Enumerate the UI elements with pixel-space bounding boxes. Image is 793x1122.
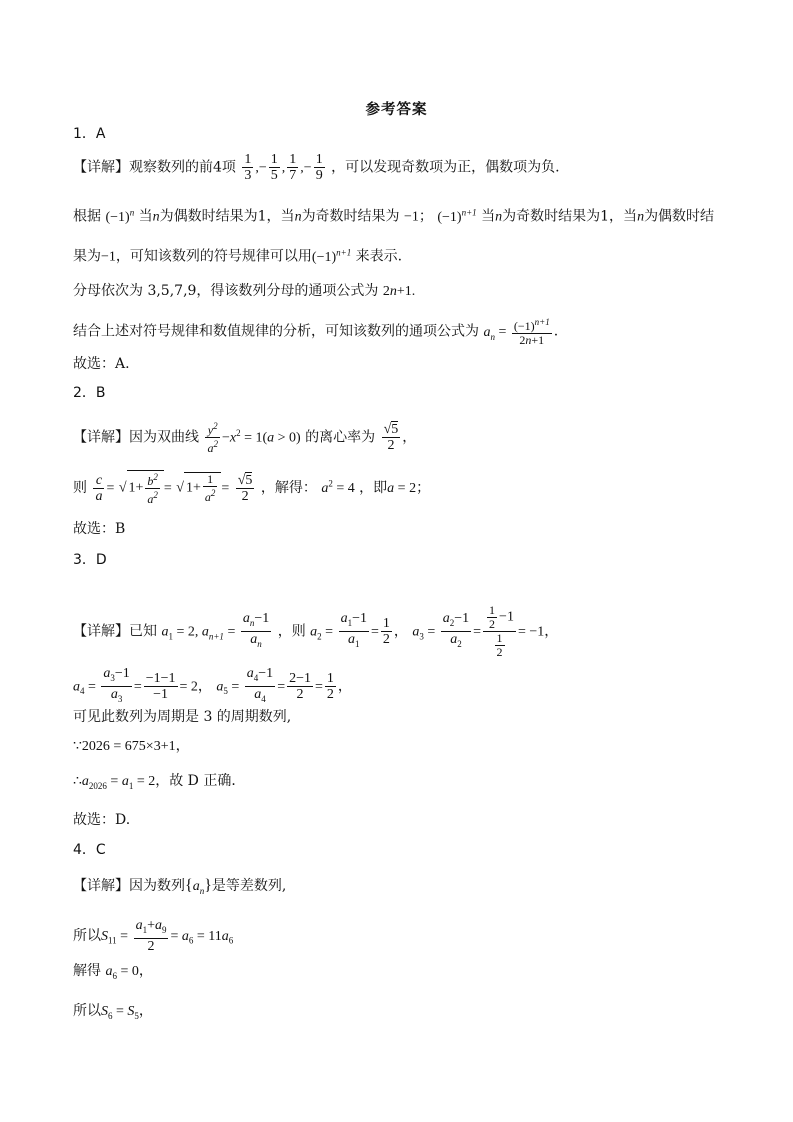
q4-l2-text-a: 所以 (73, 927, 101, 944)
q2-line1: 【详解】因为双曲线 $\frac{y^2}{a^2}$ $-x^2 = 1(a > 0)$ 的离心率为 $\frac{√5}{2}$ ， (73, 421, 417, 455)
formula-neg1-pow-n1: $(-1)^{n+1}$ (437, 207, 477, 225)
frac-1-3: $\frac{1}{3}$ (244, 152, 252, 183)
q3-l1-text-a: 【详解】已知 (73, 623, 157, 640)
q4-l4-text-a: 所以 (73, 1003, 101, 1019)
q1-l2-text-e: ； (418, 208, 433, 225)
q1-l2-text-h: 为偶数时结 (644, 208, 715, 225)
frac-a3-nested: $\frac{1}{2}$ −1 $\frac{1}{2}$ (483, 604, 516, 659)
frac-s11: $\frac{a_1+a_9}{2}$ (135, 918, 167, 954)
q1-l4-text: 分母依次为 3,5,7,9，得该数列分母的通项公式为 (73, 283, 379, 299)
q1-number: 1．A (73, 126, 106, 142)
q1-l2-text-f: 当 (481, 208, 496, 225)
q3-line2: $a_4$ = $\frac{a_3-1}{a_3}$ = $\frac{-1-1}{-1}$ = 2， $a_5$ = $\frac{a_4-1}{a_4}$ = $\frac{2-1}{2}$ = $\frac{1}{2}$ ， (73, 666, 352, 707)
q4-line4: 所以$S_6 = S_5$， (73, 1003, 153, 1021)
q1-l3-text-b: ，可知该数列的符号规律可以用 (115, 248, 312, 265)
q1-l1-text-b: ，可以发现奇数项为正，偶数项为负. (331, 159, 560, 176)
q1-line1: 【详解】观察数列的前4项 $\frac{1}{3}$ ,− $\frac{1}{5}$ , $\frac{1}{7}$ ,− $\frac{1}{9}$ ，可以发现奇数项为正，偶数项为负. (73, 152, 560, 183)
q1-l2-text-a: 根据 (73, 208, 101, 225)
q3-l1-text-b: ，则 (277, 623, 306, 640)
q1-l3-text-c: 来表示. (355, 248, 403, 265)
frac-a5-result: $\frac{1}{2}$ (326, 670, 334, 702)
frac-a2: $\frac{a_1-1}{a_1}$ (340, 611, 367, 649)
q1-line5: 结合上述对符号规律和数值规律的分析，可知该数列的通项公式为 $a_n$ = $\frac{(-1)^{n+1}}{2n+1}$ . (73, 317, 559, 347)
q2-number: 2．B (73, 385, 106, 401)
q3-l5-text-a: ∴ (73, 773, 82, 789)
q2-l2-text-a: 则 (73, 480, 87, 496)
frac-a4: $\frac{a_3-1}{a_3}$ (103, 666, 130, 704)
frac-a5: $\frac{a_4-1}{a_4}$ (246, 666, 274, 704)
q1-line3: 果为−1，可知该数列的符号规律可以用$(-1)^{n+1}$ 来表示. (73, 247, 403, 265)
frac-recursion: $\frac{a_n-1}{a_n}$ (242, 611, 270, 649)
q2-l2-text-b: ，解得： (260, 480, 317, 496)
q3-line1: 【详解】已知 $a_1 = 2$, $a_{n+1}$ = $\frac{a_n-1}{a_n}$ ，则 $a_2$ = $\frac{a_1-1}{a_1}$ = $\frac{1}{2}$ ， $a_3$ = $\frac{a_2-1}{a_2}$ = $\frac{1}{2}$ −1 $\frac{1}{2}$ = −1， (73, 603, 559, 659)
frac-general-term: $\frac{(-1)^{n+1}}{2n+1}$ (513, 317, 550, 347)
frac-a2-value: $\frac{1}{2}$ (382, 616, 390, 647)
q1-line2: 根据 $(-1)^n$ 当n为偶数时结果为1，当n为奇数时结果为 −1； $(-1)^{n+1}$ 当n为奇数时结果为1，当n为偶数时结 (73, 207, 715, 225)
q1-l1-text-a: 【详解】观察数列的前4项 (73, 159, 236, 176)
q1-l5-text: 结合上述对符号规律和数值规律的分析，可知该数列的通项公式为 (73, 323, 479, 340)
frac-a3: $\frac{a_2-1}{a_2}$ (442, 611, 470, 649)
frac-1-5: $\frac{1}{5}$ (270, 152, 278, 183)
q1-line4: 分母依次为 3,5,7,9，得该数列分母的通项公式为 2n+1. (73, 283, 416, 299)
q3-line4: ∵2026 = 675×3+1， (73, 739, 190, 754)
q2-l2-text-c: ，即 (359, 480, 388, 496)
q1-l2-text-c: 为偶数时结果为1，当 (159, 208, 295, 225)
q1-l3-text-a: 果为 (73, 248, 101, 265)
frac-c-a: $\frac{c}{a}$ (95, 472, 103, 504)
q1-l2-text-g: 为奇数时结果为1，当 (502, 208, 638, 225)
frac-sqrt5-2-b: $\frac{√5}{2}$ (237, 472, 253, 504)
sqrt-1-1-a2: √ 1+ $\frac{1}{a^2}$ (176, 472, 221, 504)
q4-l1-text-a: 【详解】因为数列 (73, 878, 185, 894)
frac-1-7: $\frac{1}{7}$ (289, 152, 297, 183)
q4-l3-text-a: 解得 (73, 963, 101, 979)
q3-number: 3．D (73, 552, 107, 568)
frac-a5-value: $\frac{2-1}{2}$ (289, 670, 311, 702)
q1-line6: 故选：A. (73, 356, 130, 372)
q3-l5-text-b: ，故 D 正确． (155, 773, 246, 789)
q4-line3: 解得 $a_6 = 0$， (73, 963, 153, 981)
frac-sqrt5-2: $\frac{√5}{2}$ (383, 422, 399, 453)
q3-line6: 故选：D. (73, 812, 131, 828)
sqrt-1-b2-a2: √ 1+ $\frac{b^2}{a^2}$ (119, 470, 164, 506)
q1-l2-text-b: 当 (138, 208, 153, 225)
q3-line3: 可见此数列为周期是 3 的周期数列, (73, 709, 292, 725)
q3-line5: $\therefore a_{2026} = a_1 = 2$，故 D 正确． (73, 773, 246, 791)
q3-sep: ， (197, 678, 212, 695)
q2-line3: 故选：B (73, 521, 126, 537)
frac-a4-value: $\frac{-1-1}{-1}$ (145, 670, 176, 702)
q4-l1-text-b: 是等差数列, (211, 878, 287, 894)
q2-l1-text-a: 【详解】因为双曲线 (73, 429, 199, 446)
frac-1-9: $\frac{1}{9}$ (315, 152, 323, 183)
q1-l2-text-d: 为奇数时结果为 (301, 208, 400, 225)
q2-l1-text-b: 的离心率为 (305, 429, 376, 446)
q2-line2: 则 $\frac{c}{a}$ = √ 1+ $\frac{b^2}{a^2}$ = √ 1+ $\frac{1}{a^2}$ = $\frac{√5}{2}$ ，解得： $a^2 = 4$ ，即a = 2； (73, 472, 431, 506)
q4-line2: 所以$S_{11}$ = $\frac{a_1+a_9}{2}$ = $a_6 = 11a_6$ (73, 918, 234, 954)
frac-y2-a2: $\frac{y^2}{a^2}$ (207, 421, 218, 455)
page-title: 参考答案 (365, 101, 428, 118)
formula-neg1-pow-n: $(-1)^n$ (105, 207, 135, 225)
q4-line1: 【详解】因为数列$\{a_n\}$是等差数列, (73, 877, 287, 896)
q4-number: 4．C (73, 842, 106, 858)
